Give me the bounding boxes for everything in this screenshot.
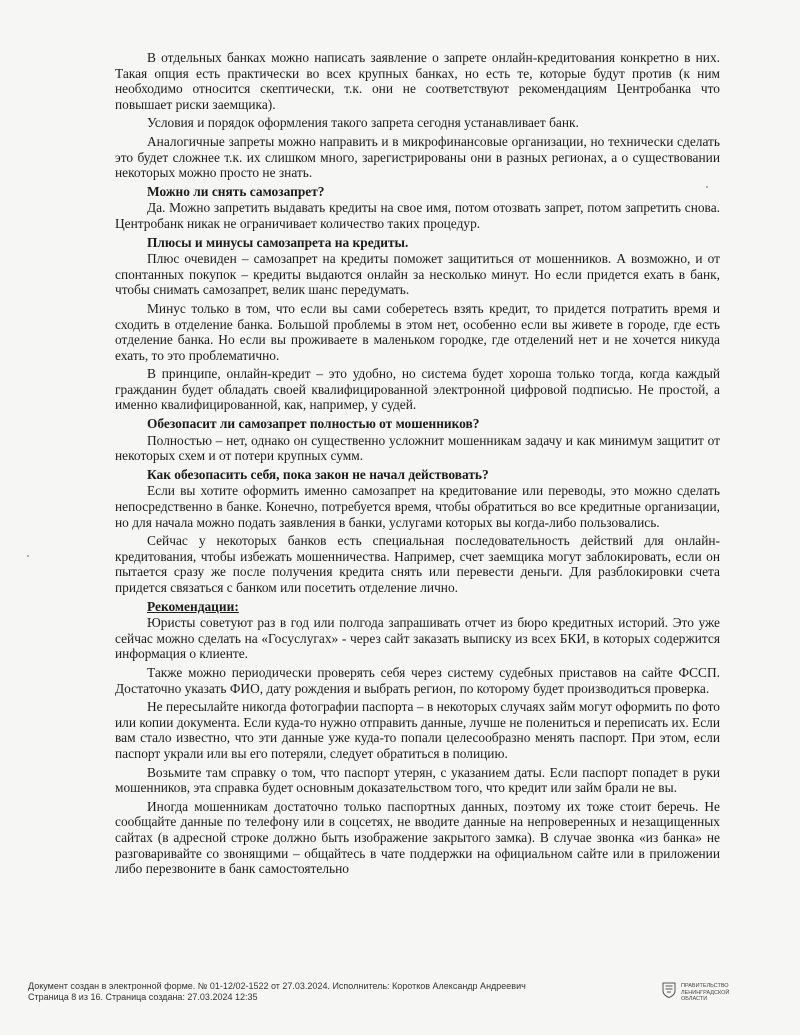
paragraph: Иногда мошенникам достаточно только паспортных данных, поэтому их тоже стоит беречь. Не сообщайте данные по телефону или в соцсетях, не вводите данные на непроверенных и незащищенных сайтах (в адресной строке должно быть изображение закрытого замка). В случае звонка «из банка» не разговаривайте со звонящими – общайтесь в чате поддержки на официальном сайте или в приложении либо перезвоните в банк самостоятельно	[115, 798, 720, 877]
paragraph: Плюс очевиден – самозапрет на кредиты поможет защититься от мошенников. А возможно, и от спонтанных покупок – кредиты выдаются онлайн за несколько минут. Но если придется ехать в банк, чтобы снимать самозапрет, велик шанс передумать.	[115, 251, 720, 298]
paragraph: Сейчас у некоторых банков есть специальная последовательность действий для онлайн-кредитования, чтобы избежать мошенничества. Например, счет заемщика могут заблокировать, если он пытается сразу же после получения кредита снять или перевести деньги. Для разблокировки счета придется связаться с банком или посетить отделение лично.	[115, 533, 720, 595]
section-heading: Плюсы и минусы самозапрета на кредиты.	[147, 234, 409, 250]
paragraph: В отдельных банках можно написать заявление о запрете онлайн-кредитования конкретно в них. Такая опция есть практически во всех крупных банках, но есть те, которые будут против (к ним необходимо относится скептически, т.к. они не соответствуют рекомендациям Центробанка что повышает риски заемщика).	[115, 50, 720, 112]
paragraph: В принципе, онлайн-кредит – это удобно, но система будет хороша только тогда, когда каждый гражданин будет обладать своей квалифицированной электронной цифровой подписью. Не простой, а именно квалифицированной, как, например, у судей.	[115, 366, 720, 413]
section-heading: Обезопасит ли самозапрет полностью от мошенников?	[147, 416, 480, 432]
section-heading: Как обезопасить себя, пока закон не начал действовать?	[147, 466, 489, 482]
paragraph: Аналогичные запреты можно направить и в микрофинансовые организации, но технически сделать это будет сложнее т.к. их слишком много, зарегистрированы они в разных регионах, а о существовании некоторых можно просто не знать.	[115, 133, 720, 181]
section-heading: Можно ли снять самозапрет?	[147, 183, 325, 199]
paragraph: Полностью – нет, однако он существенно усложнит мошенникам задачу и как минимум защитит от некоторых схем и от потери крупных сумм.	[115, 432, 720, 464]
paragraph: Возьмите там справку о том, что паспорт утерян, с указанием даты. Если паспорт попадет в руки мошенников, эта справка будет основным доказательством того, что кредит или займ брали не вы.	[115, 764, 720, 796]
seal-caption: ПРАВИТЕЛЬСТВО ЛЕНИНГРАДСКОЙ ОБЛАСТИ	[681, 983, 730, 1002]
government-seal	[662, 982, 782, 1012]
document-footer	[28, 981, 588, 1003]
footer-line-2: Страница 8 из 16. Страница создана: 27.03.2024 12:35	[28, 992, 258, 1002]
paragraph: Также можно периодически проверять себя через систему судебных приставов на сайте ФССП. Достаточно указать ФИО, дату рождения и выбрать регион, по которому будет производиться проверка.	[115, 664, 720, 696]
paragraph: Да. Можно запретить выдавать кредиты на свое имя, потом отозвать запрет, потом запретить снова. Центробанк никак не ограничивает количество таких процедур.	[115, 200, 720, 231]
paragraph: Если вы хотите оформить именно самозапрет на кредитование или переводы, это можно сделать непосредственно в банке. Конечно, потребуется время, чтобы обратиться во все кредитные организации, но для начала можно подать заявления в банки, услугами которых вы когда-либо пользовались.	[115, 483, 720, 530]
coat-of-arms-icon	[662, 982, 676, 998]
paragraph: Не пересылайте никогда фотографии паспорта – в некоторых случаях займ могут оформить по фото или копии документа. Если куда-то нужно отправить данные, лучше не полениться и переписать их. Если вам стало известно, что эти данные уже куда-то попали целесообразно менять паспорт. При этом, если паспорт украли или вы его потеряли, следует обратиться в полицию.	[115, 699, 720, 761]
document-body	[115, 50, 720, 880]
paragraph: Минус только в том, что если вы сами соберетесь взять кредит, то придется потратить время и сходить в отделение банка. Большой проблемы в этом нет, особенно если вы живете в городе, где есть отделение банка. Но если вы проживаете в маленьком городке, где отделений нет и не хочется никуда ехать, то это проблематично.	[115, 300, 720, 363]
paragraph: Условия и порядок оформления такого запрета сегодня устанавливает банк.	[147, 115, 579, 131]
section-heading-underlined: Рекомендации:	[147, 598, 239, 614]
paragraph: Юристы советуют раз в год или полгода запрашивать отчет из бюро кредитных историй. Это уже сейчас можно сделать на «Госуслугах» - через сайт заказать выписку из всех БКИ, в которых содержится информация о клиенте.	[115, 615, 720, 662]
footer-line-1: Документ создан в электронной форме. № 01-12/02-1522 от 27.03.2024. Исполнитель: Коротков Александр Андреевич	[28, 981, 526, 991]
